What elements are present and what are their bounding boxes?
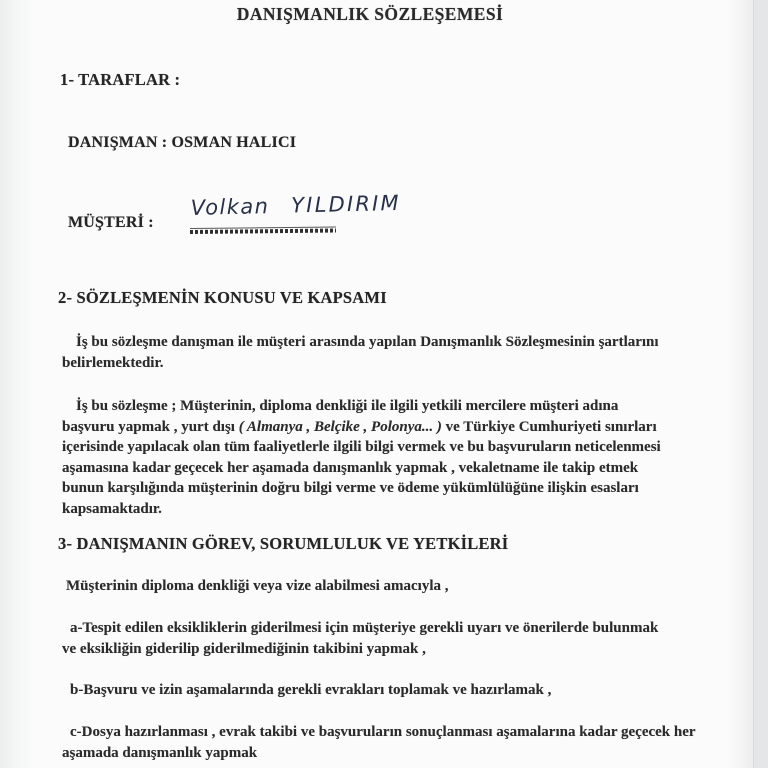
section-3-item-c: [62, 722, 702, 763]
section-2-paragraph-2-part-1: İş bu sözleşme ; Müşterinin, diploma denkliği ile ilgili yetkili mercilere müşteri adına başvuru yapmak , yurt dışı: [62, 398, 619, 435]
customer-handwritten-firstname: Volkan: [190, 194, 270, 220]
customer-label: MÜŞTERİ :: [68, 214, 154, 231]
customer-dotted-rule: [190, 228, 336, 234]
section-2-paragraph-2-countries: ( Almanya , Belçike , Polonya... ): [238, 418, 442, 435]
consultant-line: DANIŞMAN : OSMAN HALICI: [68, 134, 297, 151]
document-title: DANIŞMANLIK SÖZLEŞEMESİ: [236, 4, 504, 24]
section-2-paragraph-1-text: İş bu sözleşme danışman ile müşteri arasında yapılan Danışmanlık Sözleşmesinin şartlarını belirlemektedir.: [62, 334, 659, 371]
section-2-paragraph-2-part-2: ve Türkiye Cumhuriyeti sınırları içerisinde yapılacak olan tüm faaliyetlerle ilgili bilgi vermek ve bu başvuruların neticelenmesi aşamasına kadar geçecek her aşamada danışmanlık yapmak , vekaletname ile takip etmek bunun karşılığında müşterinin doğru bilgi verme ve ödeme yükümlülüğüne ilişkin esasları kapsamaktadır.: [62, 418, 661, 517]
customer-field: [68, 190, 668, 252]
section-2-heading: 2- SÖZLEŞMENİN KONUSU VE KAPSAMI: [58, 288, 387, 307]
section-3-item-b: [62, 680, 672, 701]
section-2-paragraph-2: [62, 396, 674, 519]
section-3-item-c-text: c-Dosya hazırlanması , evrak takibi ve başvuruların sonuçlanması aşamalarına kadar geçecek her aşamada danışmanlık yapmak: [62, 724, 696, 761]
section-1-heading: 1- TARAFLAR :: [60, 70, 181, 89]
section-3-item-a-text: a-Tespit edilen eksikliklerin giderilmesi için müşteriye gerekli uyarı ve önerilerde bulunmak ve eksikliğin giderilip giderilmediğinin takibini yapmak ,: [62, 620, 659, 657]
customer-handwritten-name: [190, 191, 401, 220]
section-3-item-b-text: b-Başvuru ve izin aşamalarında gerekli evrakları toplamak ve hazırlamak ,: [70, 682, 552, 698]
customer-handwritten-lastname: YILDIRIM: [290, 190, 402, 218]
section-2-paragraph-1: [62, 332, 662, 373]
section-3-intro: Müşterinin diploma denkliği veya vize alabilmesi amacıyla ,: [66, 578, 449, 594]
section-3-heading: 3- DANIŞMANIN GÖREV, SORUMLULUK VE YETKİLERİ: [58, 534, 509, 553]
section-3-item-a: [62, 618, 672, 659]
